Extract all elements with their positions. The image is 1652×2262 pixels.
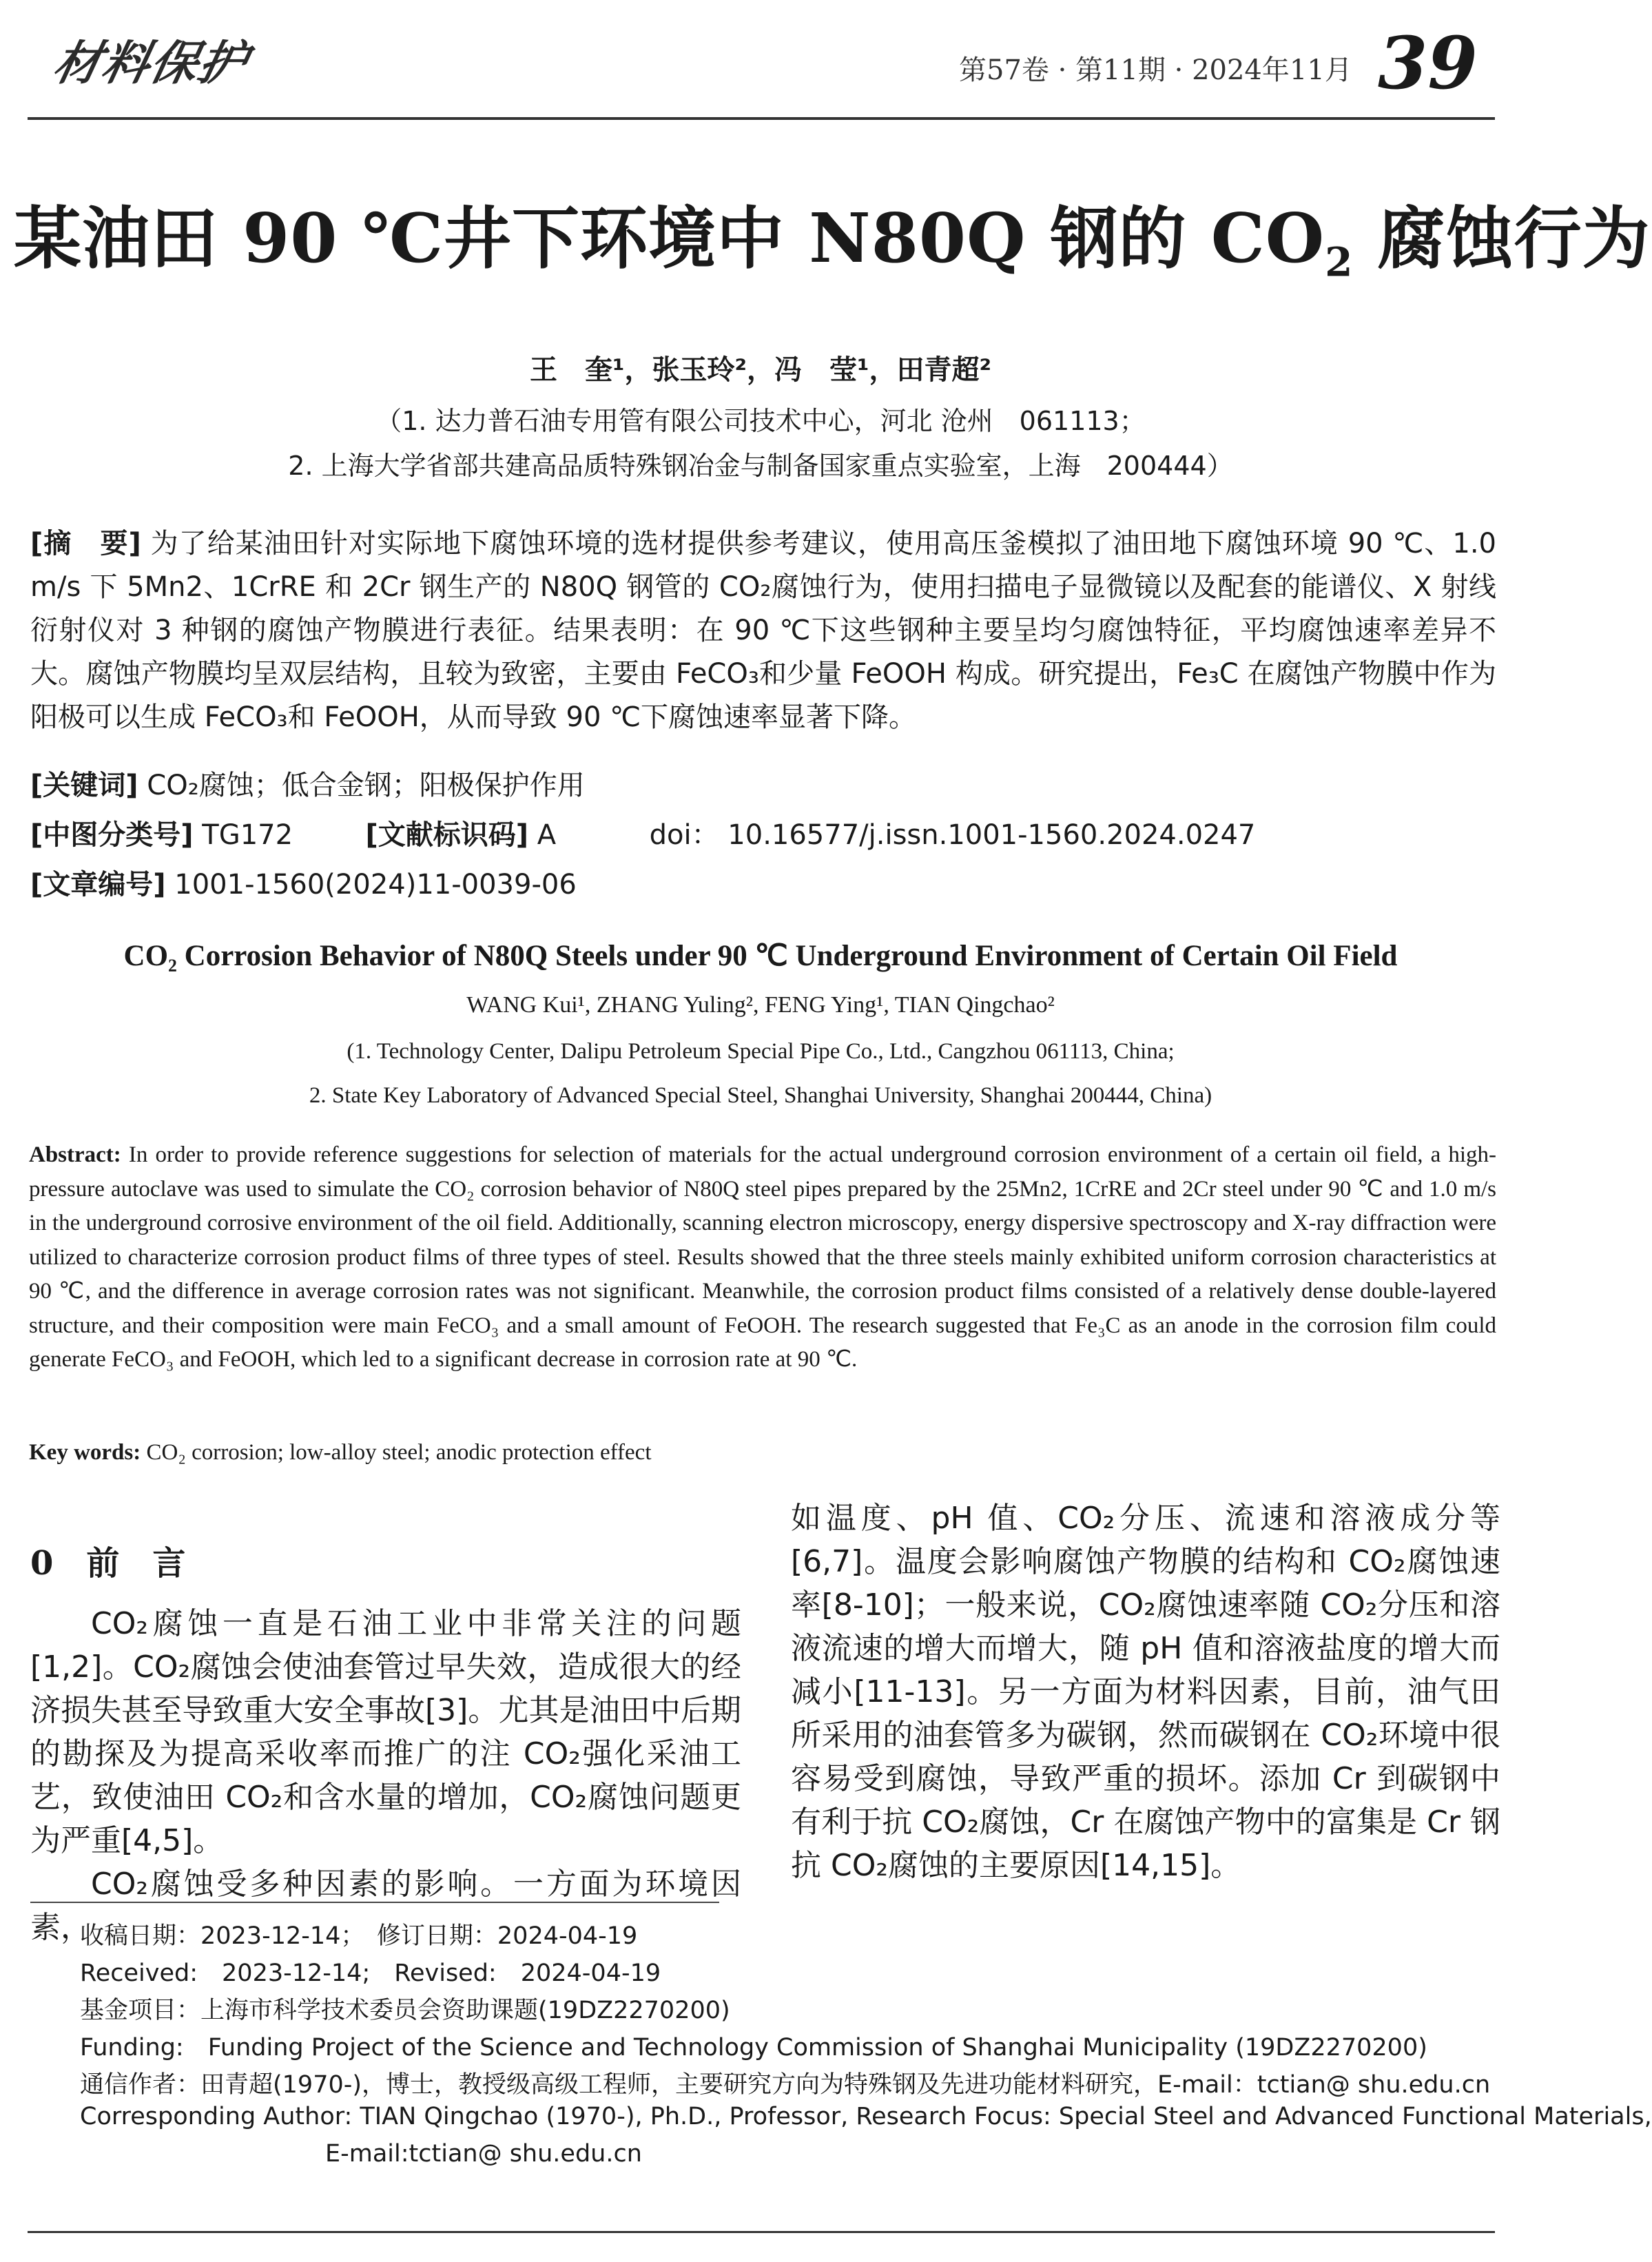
page-number: 39 <box>1378 21 1478 105</box>
issue-info: 第57卷 · 第11期 · 2024年11月 <box>959 54 1352 86</box>
title-cn-subscript: 2 <box>1325 238 1354 286</box>
footnote-fund-cn: 基金项目：上海市科学技术委员会资助课题(19DZ2270200) <box>80 1997 730 2024</box>
authors-en: WANG Kui¹, ZHANG Yuling², FENG Ying¹, TIAN Qingchao² <box>466 992 1055 1018</box>
footnote-received-en: Received: 2023-12-14; Revised: 2024-04-19 <box>80 1960 661 1987</box>
keywords-en-text: CO₂ corrosion; low-alloy steel; anodic protection effect <box>146 1440 652 1465</box>
footnote-received-cn: 收稿日期：2023-12-14； 修订日期：2024-04-19 <box>80 1922 638 1950</box>
page-bottom-divider <box>28 2231 1495 2233</box>
footnote-corresponding-email: E-mail:tctian@ shu.edu.cn <box>325 2140 642 2168</box>
footnote-fund-en: Funding: Funding Project of the Science and Technology Commission of Shanghai Municipality (19DZ2270200) <box>80 2034 1427 2061</box>
keywords-en-label: Key words: <box>29 1440 141 1465</box>
abstract-en <box>29 1138 1496 1377</box>
title-cn-tail: 腐蚀行为 <box>1353 199 1651 278</box>
abstract-cn-label: [摘 要] <box>30 528 141 559</box>
keywords-cn-label: [关键词] <box>30 770 138 801</box>
header-divider <box>28 117 1495 120</box>
keywords-en <box>29 1440 1496 1466</box>
article-number-value: 1001-1560(2024)11-0039-06 <box>174 869 577 901</box>
intro-paragraph-1: CO₂腐蚀一直是石油工业中非常关注的问题[1,2]。CO₂腐蚀会使油套管过早失效，造成很大的经济损失甚至导致重大安全事故[3]。尤其是油田中后期的勘探及为提高采收率而推广的注 CO₂强化采油工艺，致使油田 CO₂和含水量的增加，CO₂腐蚀问题更为严重[4,5]。 <box>30 1606 741 1858</box>
body-left-column <box>30 1602 741 1949</box>
doc-code-value: A <box>537 819 557 851</box>
paper-title-cn <box>14 185 1651 286</box>
footnote-corresponding-cn: 通信作者：田青超(1970-)，博士，教授级高级工程师，主要研究方向为特殊钢及先进功能材料研究，E-mail：tctian@ shu.edu.cn <box>80 2071 1491 2099</box>
keywords-cn-text: CO₂腐蚀；低合金钢；阳极保护作用 <box>147 770 585 801</box>
affiliation-en-2: 2. State Key Laboratory of Advanced Special Steel, Shanghai University, Shanghai 200444, China) <box>309 1083 1212 1108</box>
abstract-en-text: In order to provide reference suggestions for selection of materials for the actual underground corrosion environment of a certain oil field, a high-pressure autoclave was used to simulate the CO₂ corrosion behavior of N80Q steel pipes prepared by the 25Mn2, 1CrRE and 2Cr steel under 90 ℃ and 1.0 m/s in the underground corrosive environment of the oil field. Additionally, scanning electron microscopy, energy dispersive spectroscopy and X-ray diffraction were utilized to characterize corrosion product films of three types of steel. Results showed that the three steels mainly exhibited uniform corrosion characteristics at 90 ℃, and the difference in average corrosion rates was not significant. Meanwhile, the corrosion product films consisted of a relatively dense double-layered structure, and their composition were main FeCO₃ and a small amount of FeOOH. The research suggested that Fe₃C as an anode in the corrosion film could generate FeCO₃ and FeOOH, which led to a significant decrease in corrosion rate at 90 ℃. <box>29 1142 1496 1372</box>
affiliation-en-1: (1. Technology Center, Dalipu Petroleum Special Pipe Co., Ltd., Cangzhou 061113, China; <box>347 1039 1175 1064</box>
section-heading-introduction: 0 前 言 <box>30 1544 186 1583</box>
abstract-cn-text: 为了给某油田针对实际地下腐蚀环境的选材提供参考建议，使用高压釜模拟了油田地下腐蚀环境 90 ℃、1.0 m/s 下 5Mn2、1CrRE 和 2Cr 钢生产的 N80Q 钢管的 CO₂腐蚀行为，使用扫描电子显微镜以及配套的能谱仪、X 射线衍射仪对 3 种钢的腐蚀产物膜进行表征。结果表明：在 90 ℃下这些钢种主要呈均匀腐蚀特征，平均腐蚀速率差异不大。腐蚀产物膜均呈双层结构，且较为致密，主要由 FeCO₃和少量 FeOOH 构成。研究提出，Fe₃C 在腐蚀产物膜中作为阳极可以生成 FeCO₃和 FeOOH，从而导致 90 ℃下腐蚀速率显著下降。 <box>30 528 1497 733</box>
clc-value: TG172 <box>202 819 293 851</box>
journal-logo: 材料保护 <box>48 36 254 91</box>
abstract-cn <box>30 522 1496 739</box>
classification-line <box>30 813 1496 852</box>
footnote-corresponding-en: Corresponding Author: TIAN Qingchao (1970-), Ph.D., Professor, Research Focus: Special Steel and Advanced Functional Materials, <box>80 2103 1652 2130</box>
doi-label: doi： <box>649 819 719 851</box>
doc-code-label: [文献标识码] <box>365 819 529 851</box>
body-right-column <box>791 1497 1500 1887</box>
authors-cn: 王 奎¹，张玉玲²，冯 莹¹，田青超² <box>529 354 992 386</box>
affiliation-cn-2: 2. 上海大学省部共建高品质特殊钢冶金与制备国家重点实验室，上海 200444） <box>288 451 1233 481</box>
footnote-divider <box>30 1902 719 1903</box>
affiliation-cn-1: （1. 达力普石油专用管有限公司技术中心，河北 沧州 061113； <box>375 406 1146 436</box>
intro-paragraph-continued: 如温度、pH 值、CO₂分压、流速和溶液成分等[6,7]。温度会影响腐蚀产物膜的结构和 CO₂腐蚀速率[8-10]；一般来说，CO₂腐蚀速率随 CO₂分压和溶液流速的增大而增大，随 pH 值和溶液盐度的增大而减小[11-13]。另一方面为材料因素，目前，油气田所采用的油套管多为碳钢，然而碳钢在 CO₂环境中很容易受到腐蚀，导致严重的损坏。添加 Cr 到碳钢中有利于抗 CO₂腐蚀，Cr 在腐蚀产物中的富集是 Cr 钢抗 CO₂腐蚀的主要原因[14,15]。 <box>791 1501 1500 1883</box>
paper-title-en: CO₂ Corrosion Behavior of N80Q Steels under 90 ℃ Underground Environment of Certain Oil Field <box>123 940 1398 972</box>
keywords-cn <box>30 763 585 803</box>
title-cn-main: 某油田 90 ℃井下环境中 N80Q 钢的 CO <box>14 199 1325 278</box>
intro-paragraph-2: CO₂腐蚀受多种因素的影响。一方面为环境因素， <box>30 1867 741 1945</box>
clc-label: [中图分类号] <box>30 819 194 851</box>
article-number <box>30 863 577 902</box>
article-number-label: [文章编号] <box>30 869 166 901</box>
doi-value: 10.16577/j.issn.1001-1560.2024.0247 <box>727 819 1256 851</box>
abstract-en-label: Abstract: <box>29 1142 121 1167</box>
